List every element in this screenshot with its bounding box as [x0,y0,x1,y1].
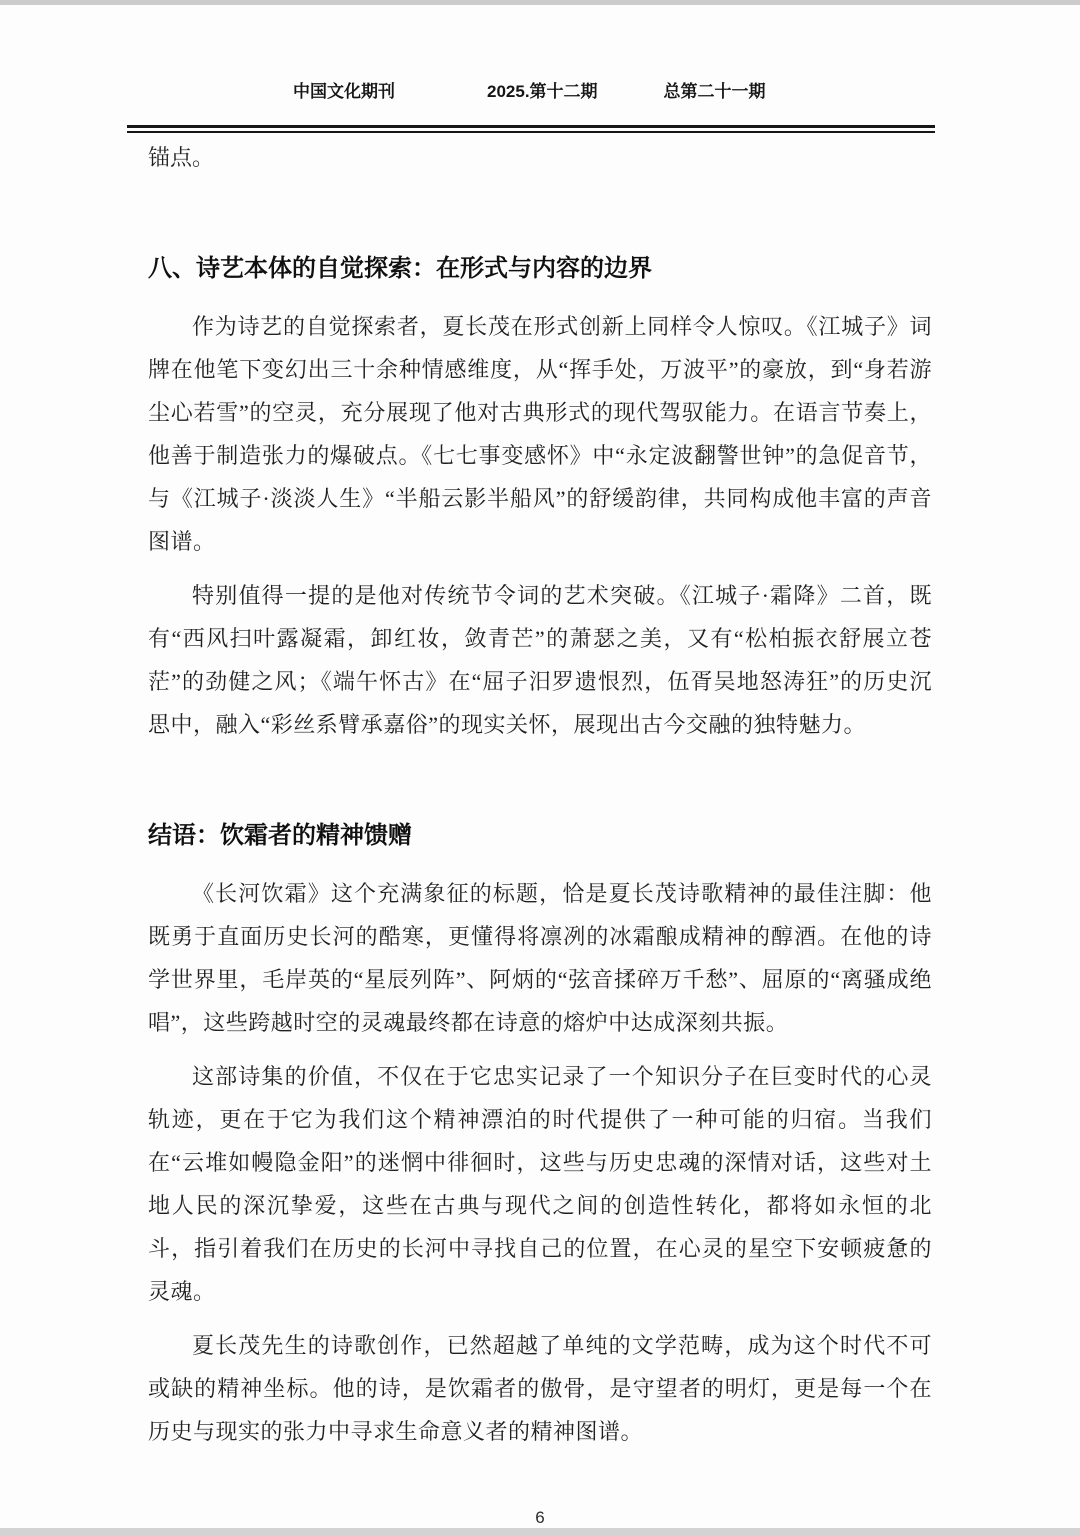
volume-label: 总第二十一期 [663,82,766,101]
page-number: 6 [535,1508,545,1527]
page-content [0,80,1080,1530]
carryover-text: 锚点。 [148,145,215,170]
issue-label: 2025.第十二期 [487,82,598,101]
header-double-rule [127,125,935,133]
paragraph: 这部诗集的价值，不仅在于它忠实记录了一个知识分子在巨变时代的心灵轨迹，更在于它为我们这个精神漂泊的时代提供了一种可能的归宿。当我们在“云堆如幔隐金阳”的迷惘中徘徊时，这些与历史忠魂的深情对话，这些对土地人民的深沉挚爱，这些在古典与现代之间的创造性转化，都将如永恒的北斗，指引着我们在历史的长河中寻找自己的位置，在心灵的星空下安顿疲惫的灵魂。 [148,1064,932,1304]
paragraph: 夏长茂先生的诗歌创作，已然超越了单纯的文学范畴，成为这个时代不可或缺的精神坐标。他的诗，是饮霜者的傲骨，是守望者的明灯，更是每一个在历史与现实的张力中寻求生命意义者的精神图谱。 [148,1333,932,1444]
paragraph: 作为诗艺的自觉探索者，夏长茂在形式创新上同样令人惊叹。《江城子》词牌在他笔下变幻出三十余种情感维度，从“挥手处，万波平”的豪放，到“身若游尘心若雪”的空灵，充分展现了他对古典形式的现代驾驭能力。在语言节奏上，他善于制造张力的爆破点。《七七事变感怀》中“永定波翻警世钟”的急促音节，与《江城子·淡淡人生》“半船云影半船风”的舒缓韵律，共同构成他丰富的声音图谱。 [148,314,932,554]
section-heading-conclusion: 结语：饮霜者的精神馈赠 [148,822,412,849]
photo-bottom-edge [0,1528,1080,1536]
journal-title: 中国文化期刊 [293,82,395,101]
paragraph: 《长河饮霜》这个充满象征的标题，恰是夏长茂诗歌精神的最佳注脚：他既勇于直面历史长河的酷寒，更懂得将凛冽的冰霜酿成精神的醇酒。在他的诗学世界里，毛岸英的“星辰列阵”、阿炳的“弦音揉碎万千愁”、屈原的“离骚成绝唱”，这些跨越时空的灵魂最终都在诗意的熔炉中达成深刻共振。 [148,881,932,1035]
photo-top-edge [0,0,1080,5]
paragraph: 特别值得一提的是他对传统节令词的艺术突破。《江城子·霜降》二首，既有“西风扫叶露凝霜，卸红妆，敛青芒”的萧瑟之美，又有“松柏振衣舒展立苍茫”的劲健之风；《端午怀古》在“屈子汨罗遗恨烈，伍胥吴地怒涛狂”的历史沉思中，融入“彩丝系臂承嘉俗”的现实关怀，展现出古今交融的独特魅力。 [148,583,932,737]
running-header [293,80,932,104]
section-heading-poetics: 八、诗艺本体的自觉探索：在形式与内容的边界 [148,255,652,282]
